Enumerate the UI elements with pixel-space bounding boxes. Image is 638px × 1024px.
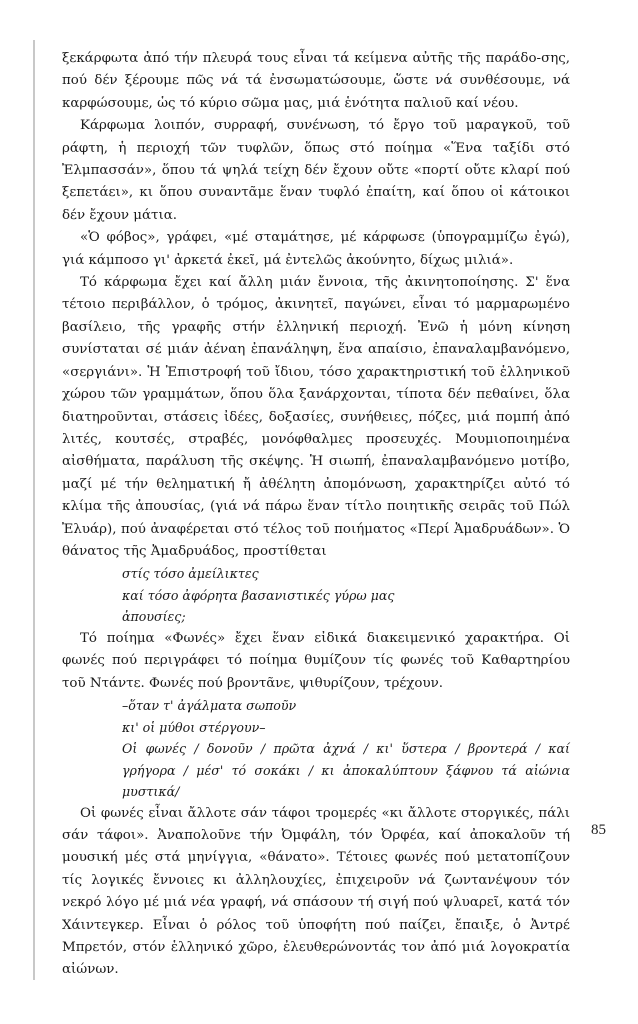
poem-quote-voices <box>122 695 570 803</box>
quote-line: καί τόσο ἀφόρητα βασανιστικές γύρω μας <box>122 587 395 603</box>
poem-quote-absences <box>122 563 570 628</box>
paragraph-3: «Ὁ φόβος», γράφει, «μέ σταμάτησε, μέ κάρφωσε (ὑπογραμμίζω ἐγώ), γιά κάμποσο γι' ἀρκετά ἐκεῖ, μά ἐντελῶς ἀκούνητο, δίχως μιλιά». <box>62 230 570 268</box>
quote-line: –ὅταν τ' ἀγάλματα σωποῦν <box>122 698 297 714</box>
paragraph-5: Τό ποίημα «Φωνές» ἔχει ἕναν εἰδικά διακειμενικό χαρακτήρα. Οἱ φωνές πού περιγράφει τό ποίημα θυμίζουν τίς φωνές τοῦ Καθαρτηρίου τοῦ Ντάντε. Φωνές πού βροντᾶνε, ψιθυρίζουν, τρέχουν. <box>62 630 570 691</box>
paragraph-6: Οἱ φωνές εἶναι ἄλλοτε σάν τάφοι τρομερές «κι ἄλλοτε στοργικές, πάλι σάν τάφοι». Ἀναπολοῦνε τήν Ὀμφάλη, τόν Ὀρφέα, καί ἀποκαλοῦν τή μουσική μές στά μηνίγγια, «θάνατο». Τέτοιες φωνές πού μετατοπίζουν τίς λογικές ἔννοιες κι ἀλληλουχίες, ἐπιχειροῦν νά ζωντανέψουν τόν νεκρό λόγο μέ μιά νέα γραφή, νά σπάσουν τή σιγή πού ψλυαρεῖ, κατά τόν Χάιντεγκερ. Εἶναι ὁ ρόλος τοῦ ὑποφήτη πού παίζει, ἔπαιξε, ὁ Ἀντρέ Μπρετόν, στόν ἑλληνικό χῶρο, ἐλευθερώνοντάς τον ἀπό μιά λογοκρατία αἰώνων. <box>62 805 570 978</box>
paragraph-2: Κάρφωμα λοιπόν, συρραφή, συνένωση, τό ἔργο τοῦ μαραγκοῦ, τοῦ ράφτη, ἡ περιοχή τῶν τυφλῶν, ὅπως στό ποίημα «Ἕνα ταξίδι στό Ἐλμπασσάν», ὅπου τά ψηλά τείχη δέν ἔχουν οὔτε «πορτί οὔτε κλαρί πού ξεπετάει», κι ὅπου συναντᾶμε ἕναν τυφλό ἐπαίτη, καί ὅπου οἱ κάτοικοι δέν ἔχουν μάτια. <box>62 118 570 223</box>
body-text <box>62 48 570 982</box>
page-gutter-edge <box>33 40 35 980</box>
quote-line: ἀπουσίες; <box>122 609 186 625</box>
quote-line: κι' οἱ μύθοι στέργουν– <box>122 719 266 735</box>
paragraph-1: ξεκάρφωτα ἀπό τήν πλευρά τους εἶναι τά κείμενα αὐτῆς τῆς παράδο-σης, πού δέν ξέρουμε πῶς νά τά ἐνσωματώσουμε, ὥστε νά συνθέσουμε, νά καρφώσουμε, ὡς τό κύριο σῶμα μας, μιά ἑνότητα παλιοῦ καί νέου. <box>62 51 570 111</box>
quote-line: Οἱ φωνές / δονοῦν / πρῶτα ἀχνά / κι' ὕστερα / βροντερά / καί γρήγορα / μέσ' τό σοκάκι / κι ἀποκαλύπτουν ξάφνου τά αἰώνια μυστικά/ <box>122 741 570 800</box>
quote-line: στίς τόσο ἀμείλικτες <box>122 566 259 582</box>
page-number: 85 <box>591 822 606 838</box>
paragraph-4: Τό κάρφωμα ἔχει καί ἄλλη μιάν ἔννοια, τῆς ἀκινητοποίησης. Σ' ἕνα τέτοιο περιβάλλον, ὁ τρόμος, ἀκινητεῖ, παγώνει, εἶναι τό μαρμαρωμένο βασίλειο, τῆς γραφῆς στήν ἑλληνική περιοχή. Ἐνῶ ἡ μόνη κίνηση συνίσταται σέ μιάν ἀέναη ἐπανάληψη, ἕνα απαίσιο, ἐπαναλαμβανόμενο, «σεργιάνι». Ἡ Ἐπιστροφή τοῦ ἴδιου, τόσο χαρακτηριστική τοῦ ἑλληνικοῦ χώρου τῶν γραμμάτων, ὅπου ὅλα ξανάρχονται, τίποτα δέν πεθαίνει, ὅλα διατηροῦνται, στάσεις ἰδέες, δοξασίες, συνήθειες, πόζες, μιά πομπή ἀπό λιτές, κουτσές, στραβές, μονόφθαλμες προσευχές. Μουμιοποιημένα αἰσθήματα, παράλυση τῆς σκέψης. Ἡ σιωπή, ἐπαναλαμβανόμενο μοτίβο, μαζί μέ τήν θεληματική ἤ ἀθέλητη ἀπομόνωση, χαρακτηρίζει αὐτό τό κλίμα τῆς ἀπουσίας, (γιά νά πάρω ἕναν τίτλο ποιητικῆς σειρᾶς τοῦ Πώλ Ἐλυάρ), πού ἀναφέρεται στό τέλος τοῦ ποιήματος «Περί Ἀμαδρυάδων». Ὁ θάνατος τῆς Ἀμαδρυάδος, προστίθεται <box>62 275 570 559</box>
